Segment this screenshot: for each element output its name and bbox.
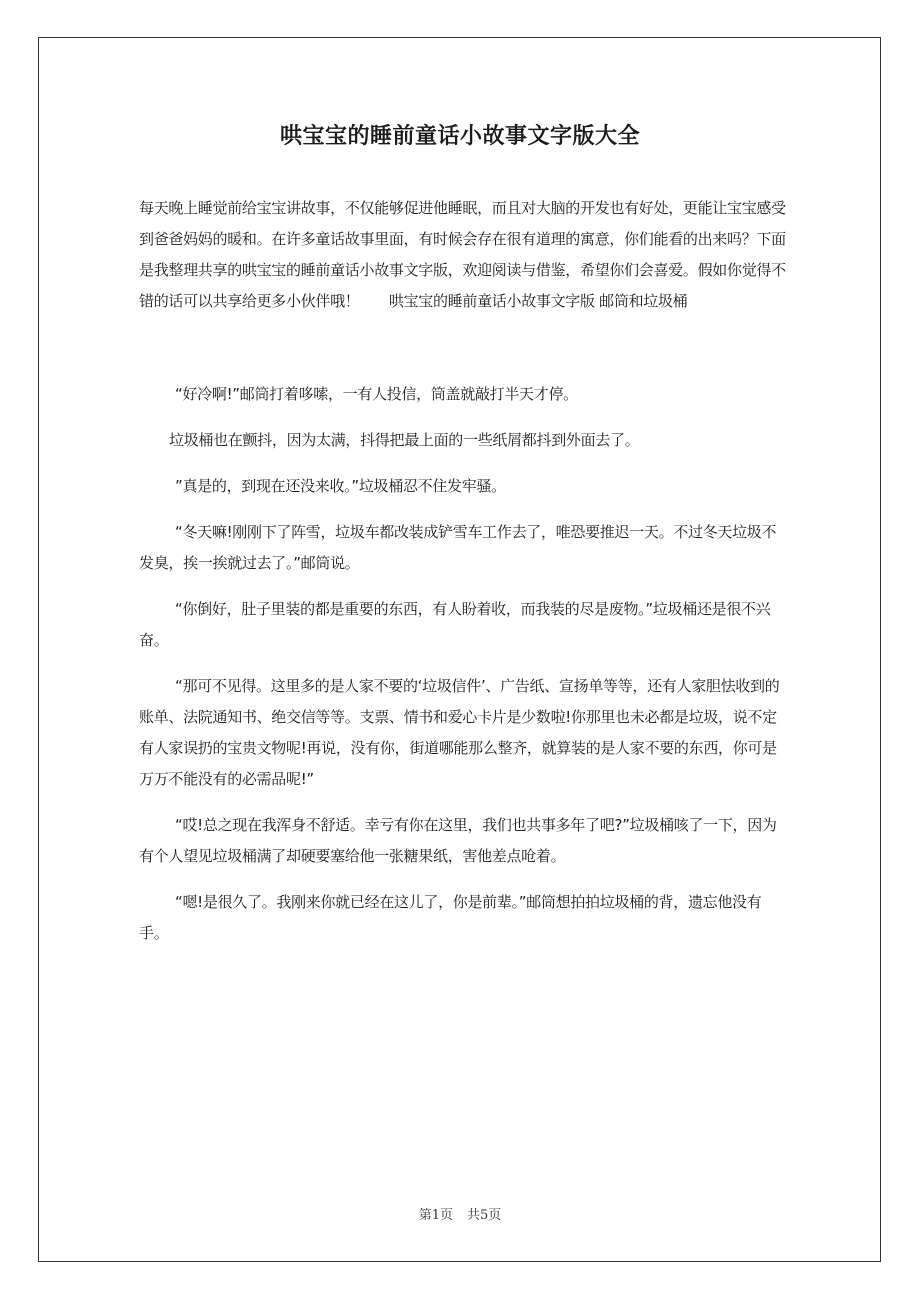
story-paragraph-2: 垃圾桶也在颤抖，因为太满，抖得把最上面的一些纸屑都抖到外面去了。 (169, 431, 640, 449)
story-paragraph-6: “那可不见得。这里多的是人家不要的‘垃圾信件’、广告纸、宣扬单等等，还有人家胆怯收到的账单、法院通知书、绝交信等等。支票、情书和爱心卡片是少数啦!你那里也未必都是垃圾，说不定有人家误扔的宝贵文物呢!再说，没有你，街道哪能那么整齐，就算装的是人家不要的东西，你可是万万不能没有的必需品呢!” (139, 677, 780, 788)
page-current: 1 (431, 1208, 440, 1223)
story-paragraph-8: “嗯!是很久了。我刚来你就已经在这儿了，你是前辈。”邮筒想拍拍垃圾桶的背，遗忘他没有手。 (139, 893, 762, 942)
story-paragraph-4: “冬天嘛!刚刚下了阵雪，垃圾车都改装成铲雪车工作去了，唯恐要推迟一天。不过冬天垃圾不发臭，挨一挨就过去了。”邮筒说。 (139, 523, 777, 572)
intro-paragraph: 每天晚上睡觉前给宝宝讲故事，不仅能够促进他睡眠，而且对大脑的开发也有好处，更能让宝宝感受到爸爸妈妈的暖和。在许多童话故事里面，有时候会存在很有道理的寓意，你们能看的出来吗？下面是我整理共享的哄宝宝的睡前童话小故事文字版，欢迎阅读与借鉴，希望你们会喜爱。假如你觉得不错的话可以共享给更多小伙伴哦！ 哄宝宝的睡前童话小故事文字版 邮筒和垃圾桶 (139, 199, 786, 310)
total-suffix: 页 (488, 1208, 502, 1223)
page-suffix: 页 (439, 1208, 453, 1223)
story-paragraph-1: “好冷啊!”邮筒打着哆嗦，一有人投信，筒盖就敲打半天才停。 (175, 385, 578, 403)
document-body (139, 193, 787, 964)
story-paragraph-7: “哎!总之现在我浑身不舒适。幸亏有你在这里，我们也共事多年了吧?”垃圾桶咳了一下，因为有个人望见垃圾桶满了却硬要塞给他一张糖果纸，害他差点呛着。 (139, 816, 777, 865)
page-footer (0, 1206, 920, 1226)
page-prefix: 第 (418, 1208, 432, 1223)
total-pages: 5 (480, 1208, 489, 1223)
total-prefix: 共 (467, 1208, 481, 1223)
story-paragraph-5: “你倒好，肚子里装的都是重要的东西，有人盼着收，而我装的尽是废物。”垃圾桶还是很不兴奋。 (139, 600, 771, 649)
story-paragraph-3: ”真是的，到现在还没来收。”垃圾桶忍不住发牢骚。 (175, 477, 506, 495)
document-title: 哄宝宝的睡前童话小故事文字版大全 (279, 124, 640, 149)
